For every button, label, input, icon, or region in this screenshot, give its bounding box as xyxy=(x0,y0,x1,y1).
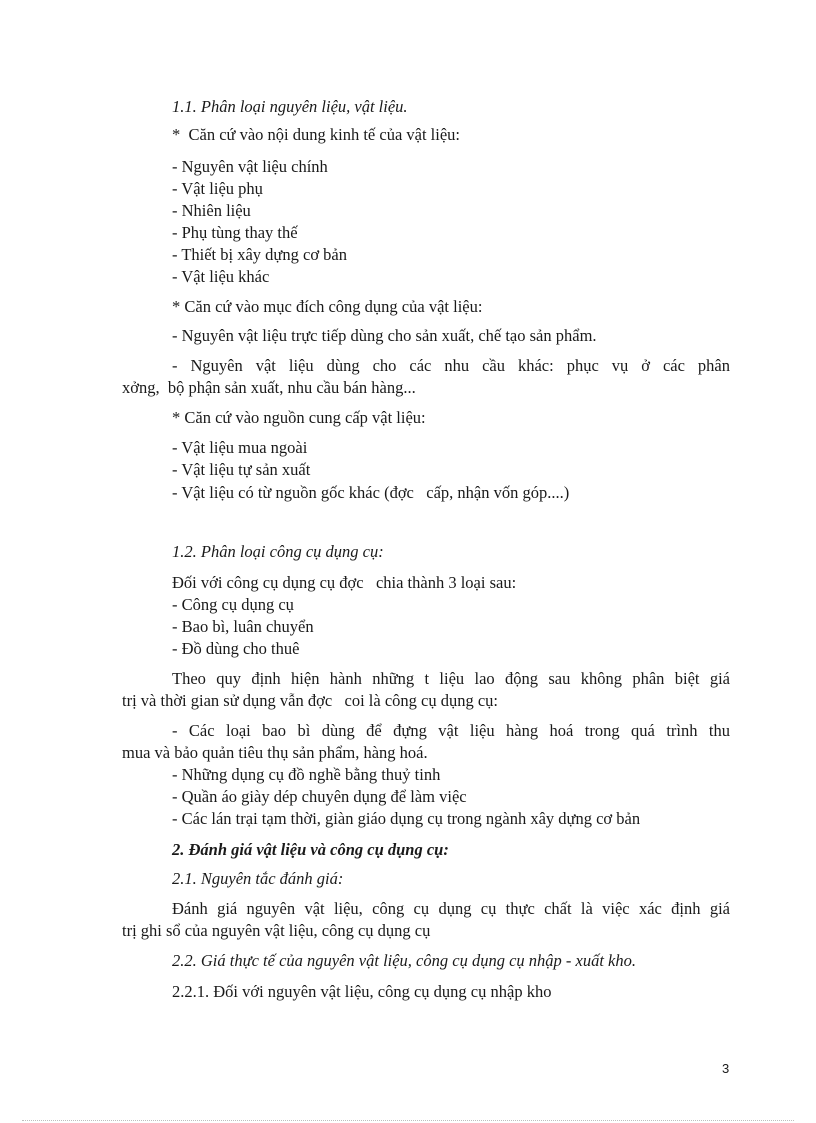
section-heading-2-1: 2.1. Nguyên tắc đánh giá: xyxy=(172,869,344,888)
list-item: - Công cụ dụng cụ xyxy=(172,595,294,614)
section-heading-2-2: 2.2. Giá thực tế của nguyên vật liệu, công cụ dụng cụ nhập - xuất kho. xyxy=(172,951,637,970)
section-heading-1-1: 1.1. Phân loại nguyên liệu, vật liệu. xyxy=(172,97,408,116)
criterion-economic-content: * Căn cứ vào nội dung kinh tế của vật liệu: xyxy=(172,125,461,144)
list-item: - Vật liệu có từ nguồn gốc khác (đợc cấp, nhận vốn góp....) xyxy=(172,483,570,502)
paragraph-line: xởng, bộ phận sản xuất, nhu cầu bán hàng... xyxy=(122,378,416,397)
paragraph-line: mua và bảo quản tiêu thụ sản phẩm, hàng hoá. xyxy=(122,743,428,762)
list-item: - Phụ tùng thay thế xyxy=(172,223,298,242)
list-item: - Vật liệu tự sản xuất xyxy=(172,460,311,479)
list-item: - Đồ dùng cho thuê xyxy=(172,639,300,658)
criterion-purpose: * Căn cứ vào mục đích công dụng của vật liệu: xyxy=(172,297,483,316)
list-item: - Bao bì, luân chuyển xyxy=(172,617,314,636)
list-item: - Vật liệu mua ngoài xyxy=(172,438,308,457)
list-item: - Những dụng cụ đồ nghề bằng thuỷ tinh xyxy=(172,765,441,784)
list-item: - Quần áo giày dép chuyên dụng để làm việc xyxy=(172,787,467,806)
paragraph-line: - Nguyên vật liệu dùng cho các nhu cầu khác: phục vụ ở các phân xyxy=(172,356,730,375)
section-heading-2-2-1: 2.2.1. Đối với nguyên vật liệu, công cụ dụng cụ nhập kho xyxy=(172,982,552,1001)
list-item: - Nguyên vật liệu trực tiếp dùng cho sản xuất, chế tạo sản phẩm. xyxy=(172,326,597,345)
section-heading-1-2: 1.2. Phân loại công cụ dụng cụ: xyxy=(172,542,384,561)
paragraph-line: Đánh giá nguyên vật liệu, công cụ dụng cụ thực chất là việc xác định giá xyxy=(172,899,730,918)
paragraph-line: trị và thời gian sử dụng vẫn đợc coi là công cụ dụng cụ: xyxy=(122,691,499,710)
paragraph-line: Đối với công cụ dụng cụ đợc chia thành 3 loại sau: xyxy=(172,573,517,592)
list-item: - Vật liệu khác xyxy=(172,267,270,286)
list-item: - Vật liệu phụ xyxy=(172,179,263,198)
list-item: - Nguyên vật liệu chính xyxy=(172,157,328,176)
list-item: - Các lán trại tạm thời, giàn giáo dụng cụ trong ngành xây dựng cơ bản xyxy=(172,809,641,828)
paragraph-line: trị ghi sổ của nguyên vật liệu, công cụ dụng cụ xyxy=(122,921,431,940)
paragraph-line: Theo quy định hiện hành những t liệu lao động sau không phân biệt giá xyxy=(172,669,730,688)
criterion-supply-source: * Căn cứ vào nguồn cung cấp vật liệu: xyxy=(172,408,426,427)
paragraph-line: - Các loại bao bì dùng để đựng vật liệu hàng hoá trong quá trình thu xyxy=(172,721,730,740)
page-number: 3 xyxy=(722,1061,730,1076)
page-bottom-rule xyxy=(22,1120,794,1121)
list-item: - Thiết bị xây dựng cơ bản xyxy=(172,245,347,264)
list-item: - Nhiên liệu xyxy=(172,201,251,220)
section-heading-2: 2. Đánh giá vật liệu và công cụ dụng cụ: xyxy=(172,840,449,859)
